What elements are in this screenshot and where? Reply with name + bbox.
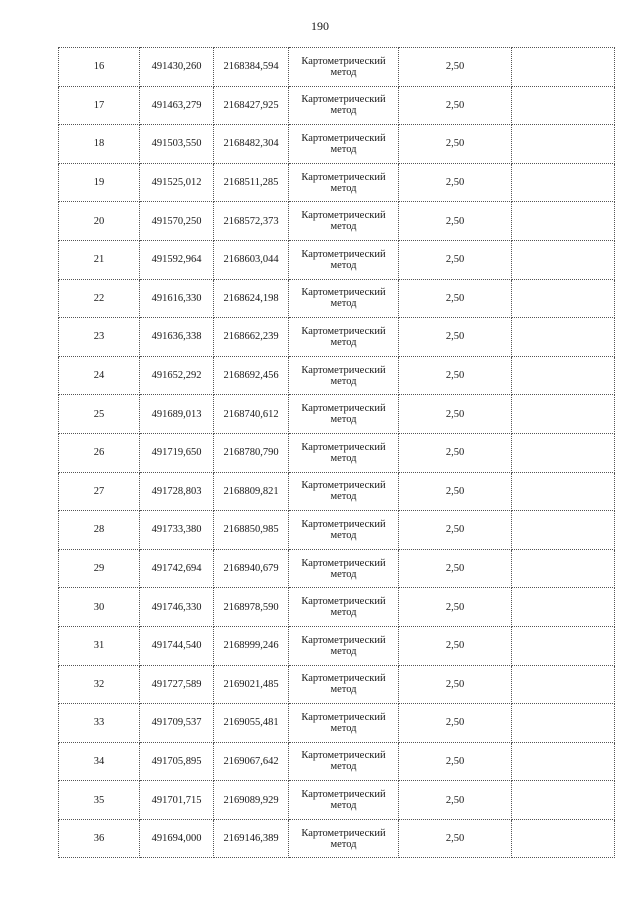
- method-text: Картометрический метод: [301, 750, 386, 773]
- x-coordinate-cell: 491570,250: [140, 202, 214, 241]
- method-text: Картометрический метод: [301, 789, 386, 812]
- y-coordinate-cell: 2168482,304: [214, 125, 289, 164]
- table-row: [59, 163, 615, 202]
- table-row: [59, 318, 615, 357]
- method-text: Картометрический метод: [301, 171, 386, 194]
- table-row: [59, 742, 615, 781]
- method-cell: [289, 626, 399, 665]
- note-cell: [512, 665, 615, 704]
- method-text: Картометрический метод: [301, 673, 386, 696]
- method-cell: [289, 781, 399, 820]
- method-text: Картометрический метод: [301, 518, 386, 541]
- precision-cell: 2,50: [399, 549, 512, 588]
- method-text: Картометрический метод: [301, 557, 386, 580]
- method-cell: [289, 433, 399, 472]
- x-coordinate-cell: 491430,260: [140, 48, 214, 87]
- x-coordinate-cell: 491592,964: [140, 240, 214, 279]
- table-row: [59, 86, 615, 125]
- precision-cell: 2,50: [399, 202, 512, 241]
- note-cell: [512, 472, 615, 511]
- y-coordinate-cell: 2168624,198: [214, 279, 289, 318]
- y-coordinate-cell: 2168384,594: [214, 48, 289, 87]
- y-coordinate-cell: 2168662,239: [214, 318, 289, 357]
- note-cell: [512, 626, 615, 665]
- x-coordinate-cell: 491733,380: [140, 511, 214, 550]
- table-row: [59, 549, 615, 588]
- y-coordinate-cell: 2168780,790: [214, 433, 289, 472]
- note-cell: [512, 819, 615, 858]
- method-text: Картометрический метод: [301, 827, 386, 850]
- note-cell: [512, 704, 615, 743]
- method-cell: [289, 819, 399, 858]
- y-coordinate-cell: 2168692,456: [214, 356, 289, 395]
- x-coordinate-cell: 491719,650: [140, 433, 214, 472]
- point-number-cell: 28: [59, 511, 140, 550]
- x-coordinate-cell: 491705,895: [140, 742, 214, 781]
- method-text: Картометрический метод: [301, 403, 386, 426]
- y-coordinate-cell: 2168427,925: [214, 86, 289, 125]
- x-coordinate-cell: 491652,292: [140, 356, 214, 395]
- table-row: [59, 395, 615, 434]
- precision-cell: 2,50: [399, 240, 512, 279]
- x-coordinate-cell: 491525,012: [140, 163, 214, 202]
- y-coordinate-cell: 2169067,642: [214, 742, 289, 781]
- method-cell: [289, 742, 399, 781]
- note-cell: [512, 86, 615, 125]
- x-coordinate-cell: 491503,550: [140, 125, 214, 164]
- x-coordinate-cell: 491701,715: [140, 781, 214, 820]
- method-text: Картометрический метод: [301, 94, 386, 117]
- method-cell: [289, 163, 399, 202]
- table-row: [59, 240, 615, 279]
- precision-cell: 2,50: [399, 588, 512, 627]
- y-coordinate-cell: 2169089,929: [214, 781, 289, 820]
- point-number-cell: 25: [59, 395, 140, 434]
- page-number: 190: [311, 19, 329, 33]
- point-number-cell: 34: [59, 742, 140, 781]
- method-cell: [289, 704, 399, 743]
- precision-cell: 2,50: [399, 781, 512, 820]
- precision-cell: 2,50: [399, 125, 512, 164]
- y-coordinate-cell: 2168809,821: [214, 472, 289, 511]
- method-text: Картометрический метод: [301, 132, 386, 155]
- note-cell: [512, 125, 615, 164]
- note-cell: [512, 588, 615, 627]
- point-number-cell: 32: [59, 665, 140, 704]
- table-row: [59, 472, 615, 511]
- point-number-cell: 17: [59, 86, 140, 125]
- method-cell: [289, 202, 399, 241]
- precision-cell: 2,50: [399, 163, 512, 202]
- precision-cell: 2,50: [399, 318, 512, 357]
- y-coordinate-cell: 2168740,612: [214, 395, 289, 434]
- table-row: [59, 48, 615, 87]
- method-text: Картометрический метод: [301, 634, 386, 657]
- x-coordinate-cell: 491636,338: [140, 318, 214, 357]
- point-number-cell: 19: [59, 163, 140, 202]
- precision-cell: 2,50: [399, 48, 512, 87]
- table-row: [59, 781, 615, 820]
- x-coordinate-cell: 491746,330: [140, 588, 214, 627]
- y-coordinate-cell: 2169146,389: [214, 819, 289, 858]
- method-text: Картометрический метод: [301, 287, 386, 310]
- y-coordinate-cell: 2168940,679: [214, 549, 289, 588]
- x-coordinate-cell: 491742,694: [140, 549, 214, 588]
- x-coordinate-cell: 491728,803: [140, 472, 214, 511]
- x-coordinate-cell: 491744,540: [140, 626, 214, 665]
- precision-cell: 2,50: [399, 626, 512, 665]
- method-text: Картометрический метод: [301, 441, 386, 464]
- method-cell: [289, 588, 399, 627]
- y-coordinate-cell: 2168511,285: [214, 163, 289, 202]
- point-number-cell: 36: [59, 819, 140, 858]
- method-text: Картометрический метод: [301, 711, 386, 734]
- y-coordinate-cell: 2168978,590: [214, 588, 289, 627]
- table-row: [59, 665, 615, 704]
- table-row: [59, 433, 615, 472]
- note-cell: [512, 549, 615, 588]
- method-cell: [289, 318, 399, 357]
- coordinates-table-body: [59, 48, 615, 858]
- point-number-cell: 20: [59, 202, 140, 241]
- method-cell: [289, 125, 399, 164]
- precision-cell: 2,50: [399, 472, 512, 511]
- note-cell: [512, 781, 615, 820]
- point-number-cell: 31: [59, 626, 140, 665]
- y-coordinate-cell: 2169055,481: [214, 704, 289, 743]
- table-row: [59, 704, 615, 743]
- table-row: [59, 511, 615, 550]
- note-cell: [512, 433, 615, 472]
- method-text: Картометрический метод: [301, 248, 386, 271]
- note-cell: [512, 240, 615, 279]
- method-cell: [289, 549, 399, 588]
- x-coordinate-cell: 491616,330: [140, 279, 214, 318]
- precision-cell: 2,50: [399, 819, 512, 858]
- table-row: [59, 202, 615, 241]
- note-cell: [512, 318, 615, 357]
- method-cell: [289, 665, 399, 704]
- note-cell: [512, 742, 615, 781]
- note-cell: [512, 202, 615, 241]
- point-number-cell: 29: [59, 549, 140, 588]
- x-coordinate-cell: 491463,279: [140, 86, 214, 125]
- method-cell: [289, 86, 399, 125]
- point-number-cell: 27: [59, 472, 140, 511]
- x-coordinate-cell: 491689,013: [140, 395, 214, 434]
- method-cell: [289, 356, 399, 395]
- precision-cell: 2,50: [399, 742, 512, 781]
- y-coordinate-cell: 2168572,373: [214, 202, 289, 241]
- note-cell: [512, 395, 615, 434]
- precision-cell: 2,50: [399, 704, 512, 743]
- point-number-cell: 24: [59, 356, 140, 395]
- method-cell: [289, 395, 399, 434]
- method-text: Картометрический метод: [301, 210, 386, 233]
- method-text: Картометрический метод: [301, 480, 386, 503]
- table-row: [59, 626, 615, 665]
- point-number-cell: 33: [59, 704, 140, 743]
- y-coordinate-cell: 2168850,985: [214, 511, 289, 550]
- precision-cell: 2,50: [399, 665, 512, 704]
- method-text: Картометрический метод: [301, 596, 386, 619]
- coordinates-table: [58, 47, 615, 858]
- method-cell: [289, 511, 399, 550]
- precision-cell: 2,50: [399, 279, 512, 318]
- note-cell: [512, 279, 615, 318]
- note-cell: [512, 511, 615, 550]
- point-number-cell: 16: [59, 48, 140, 87]
- precision-cell: 2,50: [399, 86, 512, 125]
- table-row: [59, 279, 615, 318]
- method-text: Картометрический метод: [301, 325, 386, 348]
- precision-cell: 2,50: [399, 395, 512, 434]
- point-number-cell: 21: [59, 240, 140, 279]
- table-row: [59, 125, 615, 164]
- y-coordinate-cell: 2168999,246: [214, 626, 289, 665]
- method-cell: [289, 48, 399, 87]
- point-number-cell: 35: [59, 781, 140, 820]
- table-row: [59, 819, 615, 858]
- x-coordinate-cell: 491709,537: [140, 704, 214, 743]
- method-text: Картометрический метод: [301, 55, 386, 78]
- method-cell: [289, 472, 399, 511]
- precision-cell: 2,50: [399, 356, 512, 395]
- point-number-cell: 18: [59, 125, 140, 164]
- point-number-cell: 30: [59, 588, 140, 627]
- y-coordinate-cell: 2168603,044: [214, 240, 289, 279]
- note-cell: [512, 48, 615, 87]
- note-cell: [512, 163, 615, 202]
- precision-cell: 2,50: [399, 511, 512, 550]
- y-coordinate-cell: 2169021,485: [214, 665, 289, 704]
- x-coordinate-cell: 491727,589: [140, 665, 214, 704]
- method-cell: [289, 240, 399, 279]
- method-text: Картометрический метод: [301, 364, 386, 387]
- table-row: [59, 356, 615, 395]
- method-cell: [289, 279, 399, 318]
- point-number-cell: 26: [59, 433, 140, 472]
- table-row: [59, 588, 615, 627]
- note-cell: [512, 356, 615, 395]
- point-number-cell: 23: [59, 318, 140, 357]
- x-coordinate-cell: 491694,000: [140, 819, 214, 858]
- point-number-cell: 22: [59, 279, 140, 318]
- precision-cell: 2,50: [399, 433, 512, 472]
